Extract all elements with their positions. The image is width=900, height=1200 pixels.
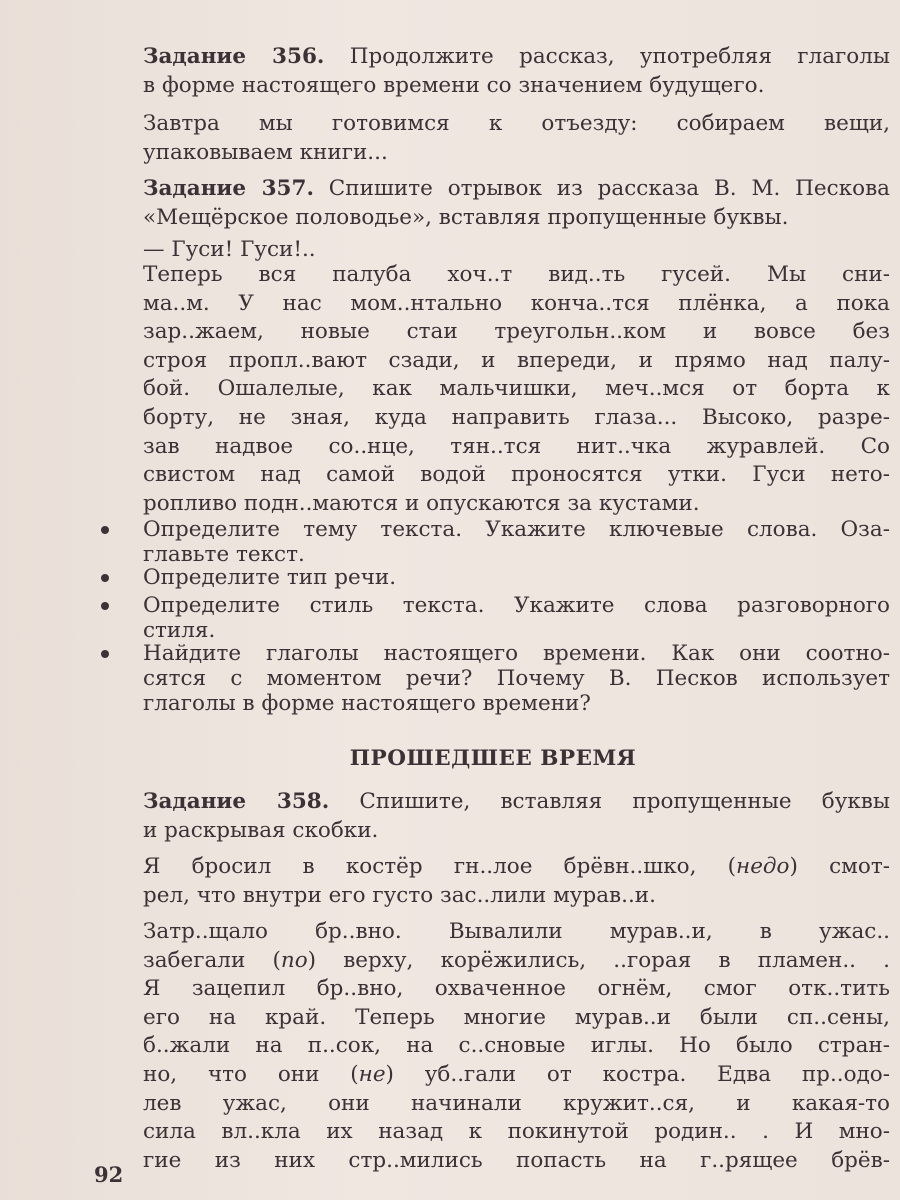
text-line: [143, 261, 890, 290]
text-line: [143, 618, 890, 643]
text-segment: не: [358, 1061, 386, 1087]
text-segment: Я бросил в костёр гн..лое брёвн..шко, (: [143, 854, 737, 879]
text-segment: главьте текст.: [143, 542, 305, 567]
task-357: [143, 175, 890, 232]
page-number: 92: [94, 1162, 124, 1187]
text-line: [143, 290, 890, 319]
task-356-text: [143, 110, 890, 167]
text-segment: Спишите, вставляя пропущенные буквы: [329, 789, 890, 814]
text-segment: в форме настоящего времени со значением будущего.: [143, 72, 765, 98]
text-line: [143, 975, 890, 1004]
text-segment: ропливо подн..маются и опускаются за кустами.: [143, 490, 700, 516]
text-segment: Определите тему текста. Укажите ключевые слова. Оза-: [143, 517, 890, 542]
text-line: [143, 641, 890, 666]
text-line: [143, 490, 890, 519]
text-segment: ) верху, корёжились, ..горая в пламен.. .: [307, 947, 890, 973]
text-line: [143, 817, 890, 846]
text-segment: гие из них стр..мились попасть на г..рящее брёв-: [143, 1147, 890, 1173]
task-358-text-1: [143, 853, 890, 910]
text-line: [143, 1004, 890, 1033]
text-line: [143, 110, 890, 139]
text-segment: его на край. Теперь многие мурав..и были сп..сены,: [143, 1004, 890, 1030]
text-line: [143, 1090, 890, 1119]
text-segment: ) смот-: [789, 854, 891, 879]
text-segment: борту, не зная, куда направить глаза... Высоко, разре-: [143, 404, 890, 430]
text-line: [143, 347, 890, 376]
text-line: [143, 565, 890, 590]
text-segment: б..жали на п..сок, на с..сновые иглы. Но было стран-: [143, 1033, 890, 1059]
task-358-text-2: [143, 918, 890, 1175]
text-line: [143, 175, 890, 204]
text-line: [143, 666, 890, 691]
text-segment: Задание 357.: [143, 176, 314, 201]
text-line: [143, 318, 890, 347]
text-segment: строя пропл..вают сзади, и впереди, и прямо над палу-: [143, 347, 890, 373]
text-line: [143, 43, 890, 72]
text-segment: рел, что внутри его густо зас..лили мурав..и.: [143, 882, 656, 908]
text-line: [143, 375, 890, 404]
text-segment: свистом над самой водой проносятся утки. Гуси нето-: [143, 462, 890, 488]
text-segment: зав надвое со..нце, тян..тся нит..чка журавлей. Со: [143, 433, 890, 459]
text-segment: забегали (: [143, 947, 281, 973]
text-segment: ) уб..гали от костра. Едва пр..одо-: [385, 1061, 890, 1087]
text-segment: Затр..щало бр..вно. Вывалили мурав..и, в ужас..: [143, 919, 890, 944]
text-line: [143, 517, 890, 542]
text-segment: Задание 358.: [143, 789, 330, 814]
text-segment: Определите тип речи.: [143, 565, 397, 590]
task-358: [143, 788, 890, 845]
task-356: [143, 43, 890, 100]
text-line: [143, 72, 890, 101]
text-segment: глаголы в форме настоящего времени?: [143, 691, 591, 716]
text-line: [143, 404, 890, 433]
text-line: [143, 947, 890, 976]
text-line: [143, 204, 890, 233]
text-segment: Задание 356.: [143, 44, 325, 69]
text-segment: сила вл..кла их назад к покинутой родин.. . И мно-: [143, 1119, 890, 1145]
question-2: [143, 565, 890, 590]
text-segment: и раскрывая скобки.: [143, 817, 379, 843]
text-line: [143, 691, 890, 716]
bullet-icon: [101, 650, 109, 658]
text-segment: — Гуси! Гуси!..: [143, 237, 316, 262]
text-line: [143, 139, 890, 168]
text-segment: Я зацепил бр..вно, охваченное огнём, смог отк..тить: [143, 976, 890, 1002]
text-line: [143, 918, 890, 947]
text-segment: Определите стиль текста. Укажите слова разговорного: [143, 593, 890, 618]
text-line: [143, 1061, 890, 1090]
text-segment: Теперь вся палуба хоч..т вид..ть гусей. Мы сни-: [143, 262, 890, 287]
bullet-icon: [101, 602, 109, 610]
text-line: [143, 1032, 890, 1061]
text-line: [143, 542, 890, 567]
section-heading: ПРОШЕДШЕЕ ВРЕМЯ: [349, 746, 637, 771]
question-1: [143, 517, 890, 567]
text-segment: Найдите глаголы настоящего времени. Как они соотно-: [143, 641, 890, 666]
text-segment: ма..м. У нас мом..нтально конча..тся плёнка, а пока: [143, 290, 890, 316]
text-segment: Спишите отрывок из рассказа В. М. Пескова: [313, 176, 890, 201]
text-segment: недо: [736, 854, 790, 879]
text-line: [143, 433, 890, 462]
task-357-text: [143, 261, 890, 518]
text-line: [143, 853, 890, 882]
text-segment: Продолжите рассказ, употребляя глаголы: [324, 44, 890, 69]
text-line: [143, 882, 890, 911]
text-segment: упаковываем книги...: [143, 139, 388, 165]
text-segment: бой. Ошалелые, как мальчишки, меч..мся от борта к: [143, 376, 890, 402]
text-segment: стиля.: [143, 618, 216, 643]
text-segment: зар..жаем, новые стаи треугольн..ком и вовсе без: [143, 319, 890, 345]
text-segment: «Мещёрское половодье», вставляя пропущенные буквы.: [143, 204, 789, 230]
text-segment: но, что они (: [143, 1061, 359, 1087]
text-line: [143, 1118, 890, 1147]
question-3: [143, 593, 890, 643]
bullet-icon: [101, 526, 109, 534]
text-line: [143, 461, 890, 490]
question-4: [143, 641, 890, 716]
text-segment: Завтра мы готовимся к отъезду: собираем вещи,: [143, 111, 890, 136]
text-segment: по: [280, 947, 308, 973]
text-line: [143, 593, 890, 618]
text-line: [143, 788, 890, 817]
text-line: [143, 1147, 890, 1176]
bullet-icon: [101, 574, 109, 582]
text-segment: сятся с моментом речи? Почему В. Песков использует: [143, 666, 890, 691]
text-segment: лев ужас, они начинали кружит..ся, и какая-то: [143, 1090, 890, 1116]
